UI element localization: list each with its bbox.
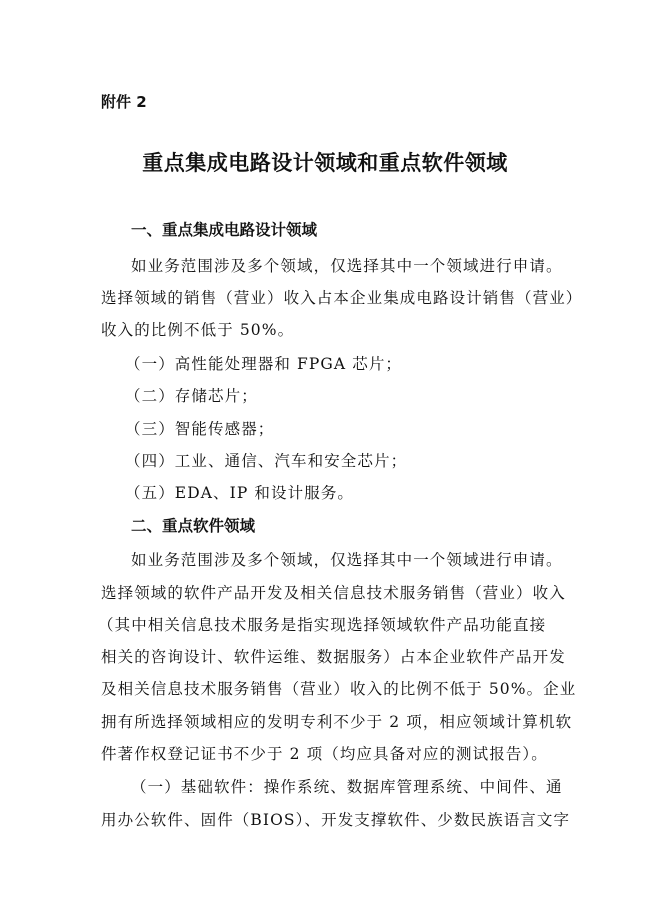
section1-list-item: （一）高性能处理器和 FPGA 芯片； xyxy=(125,355,403,373)
section1-list-item: （五）EDA、IP 和设计服务。 xyxy=(125,484,355,502)
section2-paragraph-line: 拥有所选择领域相应的发明专利不少于 2 项，相应领域计算机软 xyxy=(101,713,573,731)
section2-list-item: 用办公软件、固件（BIOS）、开发支撑软件、少数民族语言文字 xyxy=(101,811,571,829)
section2-paragraph-line: 选择领域的软件产品开发及相关信息技术服务销售（营业）收入 xyxy=(101,584,566,602)
section2-heading: 二、重点软件领域 xyxy=(131,517,256,535)
section2-paragraph-line: 件著作权登记证书不少于 2 项（均应具备对应的测试报告）。 xyxy=(101,745,548,763)
section1-list-item: （四）工业、通信、汽车和安全芯片； xyxy=(125,452,408,470)
section1-list-item: （三）智能传感器； xyxy=(125,420,275,438)
section2-paragraph-line: 及相关信息技术服务销售（营业）收入的比例不低于 50%。企业 xyxy=(101,680,577,698)
section1-paragraph-line: 选择领域的销售（营业）收入占本企业集成电路设计销售（营业） xyxy=(101,289,583,307)
section1-paragraph-line: 收入的比例不低于 50%。 xyxy=(101,321,295,339)
section2-paragraph-line: 如业务范围涉及多个领域，仅选择其中一个领域进行申请。 xyxy=(131,551,563,569)
section2-paragraph-line: （其中相关信息技术服务是指实现选择领域软件产品功能直接 xyxy=(98,616,547,634)
section2-list-item: （一）基础软件：操作系统、数据库管理系统、中间件、通 xyxy=(131,778,563,796)
section2-paragraph-line: 相关的咨询设计、软件运维、数据服务）占本企业软件产品开发 xyxy=(101,648,566,666)
section1-heading: 一、重点集成电路设计领域 xyxy=(131,221,318,239)
attachment-label: 附件 2 xyxy=(101,93,147,111)
document-title: 重点集成电路设计领域和重点软件领域 xyxy=(142,151,508,175)
section1-list-item: （二）存储芯片； xyxy=(125,387,258,405)
section1-paragraph-line: 如业务范围涉及多个领域，仅选择其中一个领域进行申请。 xyxy=(131,257,563,275)
